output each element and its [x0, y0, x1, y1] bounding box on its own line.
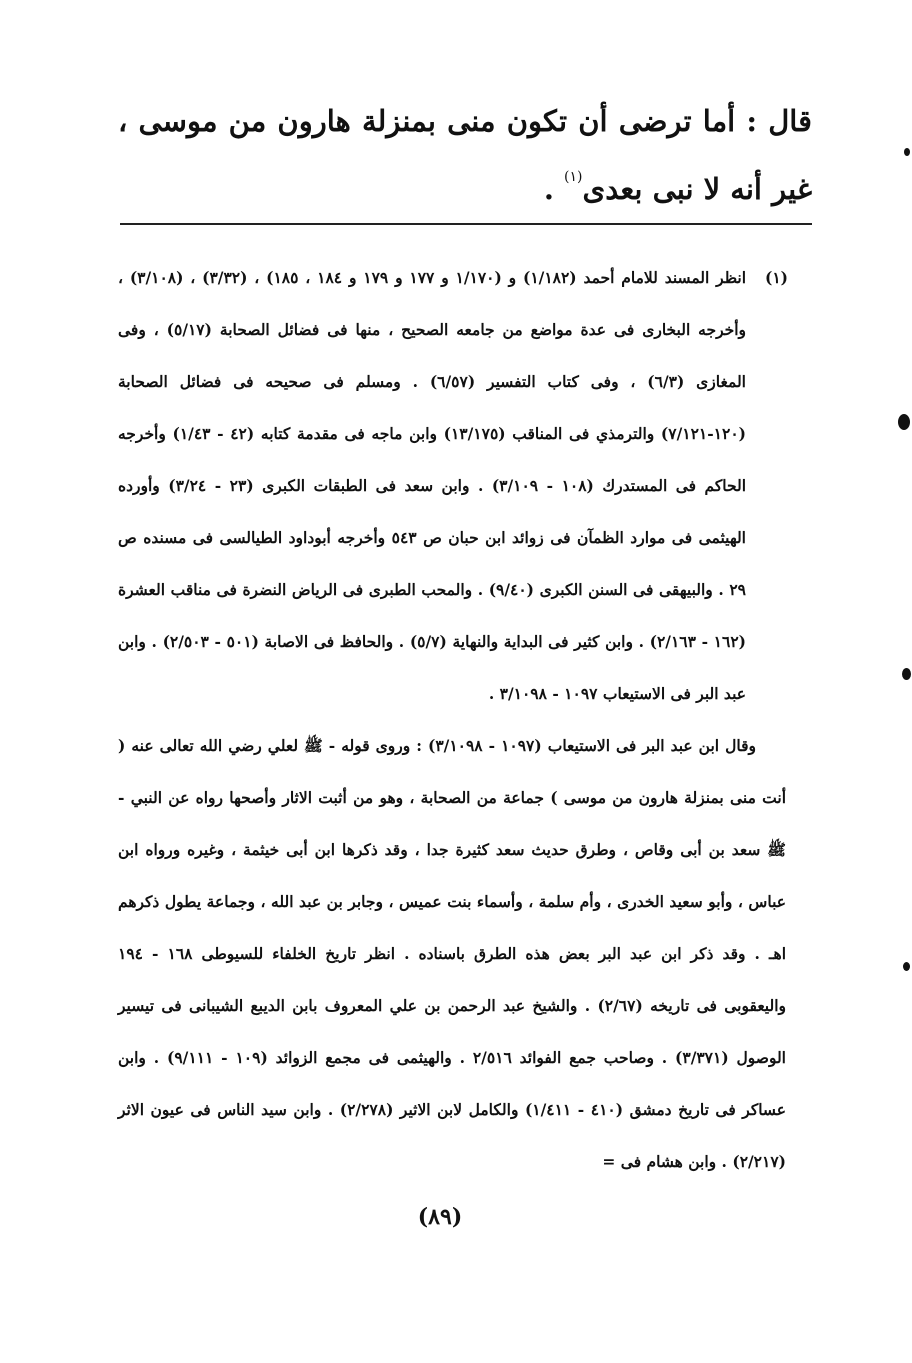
footnote-reference: (١) [564, 169, 583, 185]
scan-mark [902, 668, 911, 680]
footnote-entry-text: انظر المسند للامام أحمد (١/١٨٢) و (١/١٧٠ و ١٧٧ و ١٧٩ و ١٨٤ ، ١٨٥) ، (٣/٣٢) ، (٣/١٠٨) ، وأخرجه البخارى فى عدة مواضع من جامعه الصحيح ، منها فى فضائل الصحابة (٥/١٧) ، وفى المغازى (٦/٣) ، وفى كتاب التفسير (٦/٥٧) . ومسلم فى صحيحه فى فضائل الصحابة (١٢٠-٧/١٢١) والترمذي فى المناقب (١٣/١٧٥) وابن ماجه فى مقدمة كتابه (٤٢ - ١/٤٣) وأخرجه الحاكم فى المستدرك (١٠٨ - ٣/١٠٩) . وابن سعد فى الطبقات الكبرى (٢٣ - ٣/٢٤) وأورده الهيثمى فى موارد الظمآن فى زوائد ابن حبان ص ٥٤٣ وأخرجه أبوداود الطيالسى فى مسنده ص ٢٩ . والبيهقى فى السنن الكبرى (٩/٤٠) . والمحب الطبرى فى الرياض النضرة فى مناقب العشرة (١٦٢ - ٢/١٦٣) . وابن كثير فى البداية والنهاية (٥/٧) . والحافظ فى الاصابة (٥٠١ - ٢/٥٠٣) . وابن عبد البر فى الاستيعاب ١٠٩٧ - ٣/١٠٩٨ . [118, 268, 747, 703]
page-number: (٨٩) [417, 1204, 463, 1230]
main-text-body: قال : أما ترضى أن تكون منى بمنزلة هارون من موسى ، غير أنه لا نبى بعدى [118, 104, 812, 206]
scan-mark [898, 414, 910, 430]
footnote-marker: (١) [764, 268, 788, 287]
main-text [118, 93, 812, 217]
footnotes [118, 252, 786, 1204]
main-text-end: . [543, 172, 565, 206]
footnote-divider [120, 223, 812, 225]
scan-mark [903, 962, 910, 971]
scan-mark [904, 148, 910, 156]
footnote-paragraph: وقال ابن عبد البر فى الاستيعاب (١٠٩٧ - ٣/١٠٩٨) : وروى قوله - ﷺ لعلي رضي الله تعالى عنه ( أنت منى بمنزلة هارون من موسى ) جماعة من الصحابة ، وهو من أثبت الاثار وأصحها رواه عن النبي - ﷺ سعد بن أبى وقاص ، وطرق حديث سعد كثيرة جدا ، وقد ذكرها ابن أبى خيثمة ، وغيره ورواه ابن عباس ، وأبو سعيد الخدرى ، وأم سلمة ، وأسماء بنت عميس ، وجابر بن عبد الله ، وجماعة يطول ذكرهم اهـ . وقد ذكر ابن عبد البر بعض هذه الطرق باسناده . انظر تاريخ الخلفاء للسيوطى ١٦٨ - ١٩٤ واليعقوبى فى تاريخه (٢/٦٧) . والشيخ عبد الرحمن بن علي المعروف بابن الديبع الشيبانى فى تيسير الوصول (٣/٣٧١) . وصاحب جمع الفوائد ٢/٥١٦ . والهيثمى فى مجمع الزوائد (١٠٩ - ٩/١١١) . وابن عساكر فى تاريخ دمشق (٤١٠ - ١/٤١١) والكامل لابن الاثير (٢/٢٧٨) . وابن سيد الناس فى عيون الاثر (٢/٢١٧) . وابن هشام فى = [118, 736, 787, 1171]
footnote-entry [118, 252, 786, 720]
